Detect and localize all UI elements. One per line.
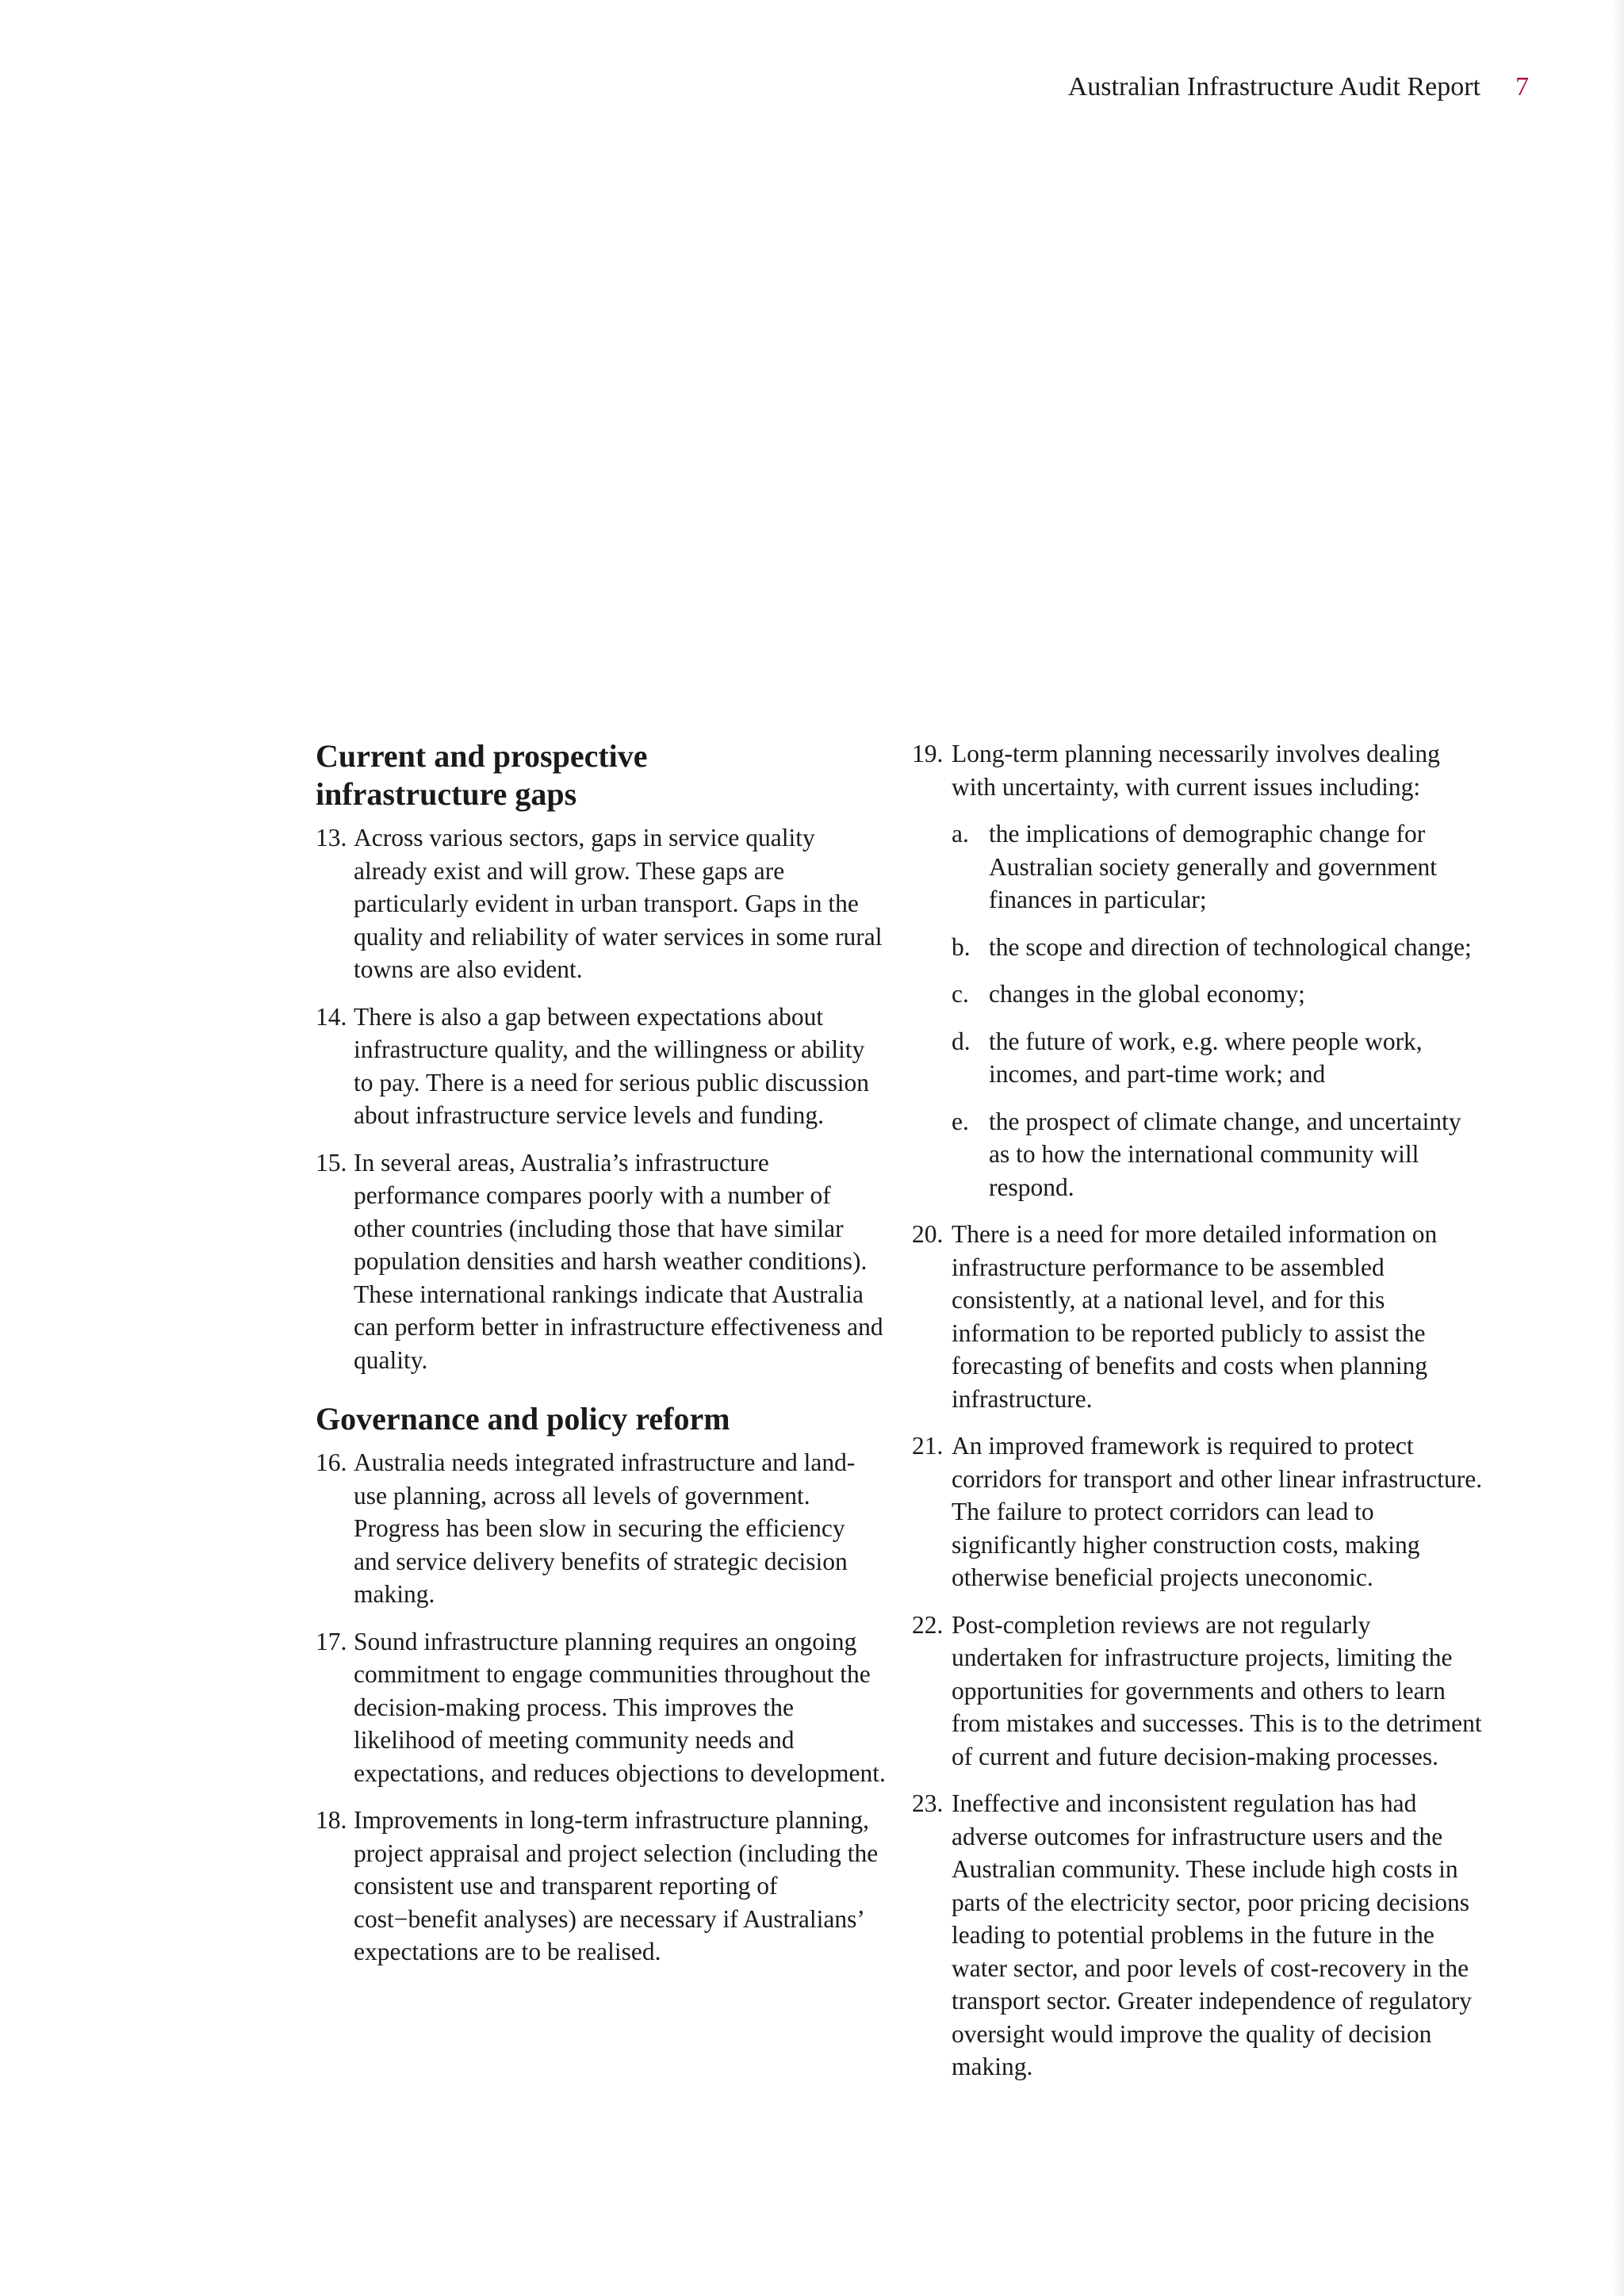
paragraph-text: Long-term planning necessarily involves dealing with uncertainty, with current issues including:	[952, 740, 1440, 801]
right-column	[912, 737, 1483, 2098]
list-item	[912, 931, 1483, 964]
heading-line-2: infrastructure gaps	[316, 776, 577, 812]
running-header	[1068, 71, 1529, 103]
heading-line-1: Current and prospective	[316, 738, 648, 774]
paragraph-number: 13.	[316, 824, 347, 851]
section-heading-governance: Governance and policy reform	[316, 1401, 730, 1437]
report-title: Australian Infrastructure Audit Report	[1067, 72, 1480, 101]
list-text: the prospect of climate change, and uncertainty as to how the international community will respond.	[989, 1107, 1461, 1201]
list-text: the future of work, e.g. where people work, incomes, and part-time work; and	[989, 1027, 1423, 1088]
paragraph-17	[316, 1625, 887, 1790]
paragraph-text: Across various sectors, gaps in service quality already exist and will grow. These gaps are particularly evident in urban transport. Gaps in the quality and reliability of water services in some rural towns are also evident.	[354, 824, 883, 983]
list-item	[912, 978, 1483, 1011]
paragraph-text: Australia needs integrated infrastructure and land-use planning, across all levels of government. Progress has been slow in securing the efficiency and service delivery benefits of strategic decision making.	[354, 1448, 856, 1608]
list-item	[912, 1105, 1483, 1204]
sub-list	[912, 817, 1483, 1203]
list-letter: b.	[952, 932, 971, 961]
paragraph-13	[316, 821, 887, 986]
left-column	[316, 737, 887, 1983]
paragraph-19	[912, 737, 1483, 803]
paragraph-number: 15.	[316, 1148, 347, 1177]
paragraph-text: In several areas, Australia’s infrastructure performance compares poorly with a number of other countries (including those that have similar population densities and harsh weather conditions). These international rankings indicate that Australia can perform better in infrastructure effectiveness and quality.	[354, 1148, 883, 1374]
paragraph-number: 19.	[912, 740, 944, 767]
paragraph-18	[316, 1804, 887, 1969]
list-text: the implications of demographic change for Australian society generally and government finances in particular;	[989, 820, 1438, 913]
list-item	[912, 817, 1483, 916]
list-letter: e.	[952, 1107, 969, 1135]
paragraph-21	[912, 1429, 1483, 1594]
paragraph-number: 18.	[316, 1806, 347, 1834]
paragraph-text: An improved framework is required to protect corridors for transport and other linear infrastructure. The failure to protect corridors can lead to significantly higher construction costs, making otherwise beneficial projects uneconomic.	[952, 1432, 1483, 1591]
paragraph-number: 17.	[316, 1627, 347, 1655]
paragraph-20	[912, 1218, 1483, 1415]
page-number: 7	[1515, 72, 1529, 101]
paragraph-number: 22.	[912, 1610, 944, 1639]
paragraph-text: Sound infrastructure planning requires an ongoing commitment to engage communities throughout the decision-making process. This improves the likelihood of meeting community needs and expectations, and reduces objections to development.	[354, 1627, 886, 1787]
list-text: the scope and direction of technological change;	[989, 932, 1472, 961]
paragraph-16	[316, 1446, 887, 1611]
paragraph-text: There is a need for more detailed information on infrastructure performance to be assembled consistently, at a national level, and for this information to be reported publicly to assist the forecasting of benefits and costs when planning infrastructure.	[952, 1220, 1438, 1413]
list-letter: a.	[952, 820, 969, 848]
list-text: changes in the global economy;	[989, 980, 1305, 1008]
paragraph-15	[316, 1146, 887, 1377]
paragraph-number: 16.	[316, 1448, 347, 1476]
paragraph-23	[912, 1787, 1483, 2084]
list-letter: c.	[952, 980, 969, 1008]
paragraph-number: 14.	[316, 1002, 347, 1031]
section-heading-gaps	[316, 737, 887, 813]
paragraph-22	[912, 1609, 1483, 1774]
list-letter: d.	[952, 1027, 971, 1055]
paragraph-number: 23.	[912, 1789, 944, 1817]
paragraph-text: Ineffective and inconsistent regulation has had adverse outcomes for infrastructure users and the Australian community. These include high costs in parts of the electricity sector, poor pricing decisions leading to potential problems in the future in the water sector, and poor levels of cost-recovery in the transport sector. Greater independence of regulatory oversight would improve the quality of decision making.	[952, 1789, 1472, 2080]
paragraph-number: 20.	[912, 1220, 944, 1248]
page-edge-shade	[1611, 0, 1624, 2296]
list-item	[912, 1025, 1483, 1091]
paragraph-text: Post-completion reviews are not regularly undertaken for infrastructure projects, limiting the opportunities for governments and others to learn from mistakes and successes. This is to the detriment of current and future decision-making processes.	[952, 1610, 1482, 1770]
paragraph-text: There is also a gap between expectations about infrastructure quality, and the willingness or ability to pay. There is a need for serious public discussion about infrastructure service levels and funding.	[354, 1002, 869, 1129]
paragraph-text: Improvements in long-term infrastructure planning, project appraisal and project selection (including the consistent use and transparent reporting of cost−benefit analyses) are necessary if Australians’ expectations are to be realised.	[354, 1806, 879, 1965]
paragraph-14	[316, 1001, 887, 1132]
paragraph-number: 21.	[912, 1432, 944, 1460]
